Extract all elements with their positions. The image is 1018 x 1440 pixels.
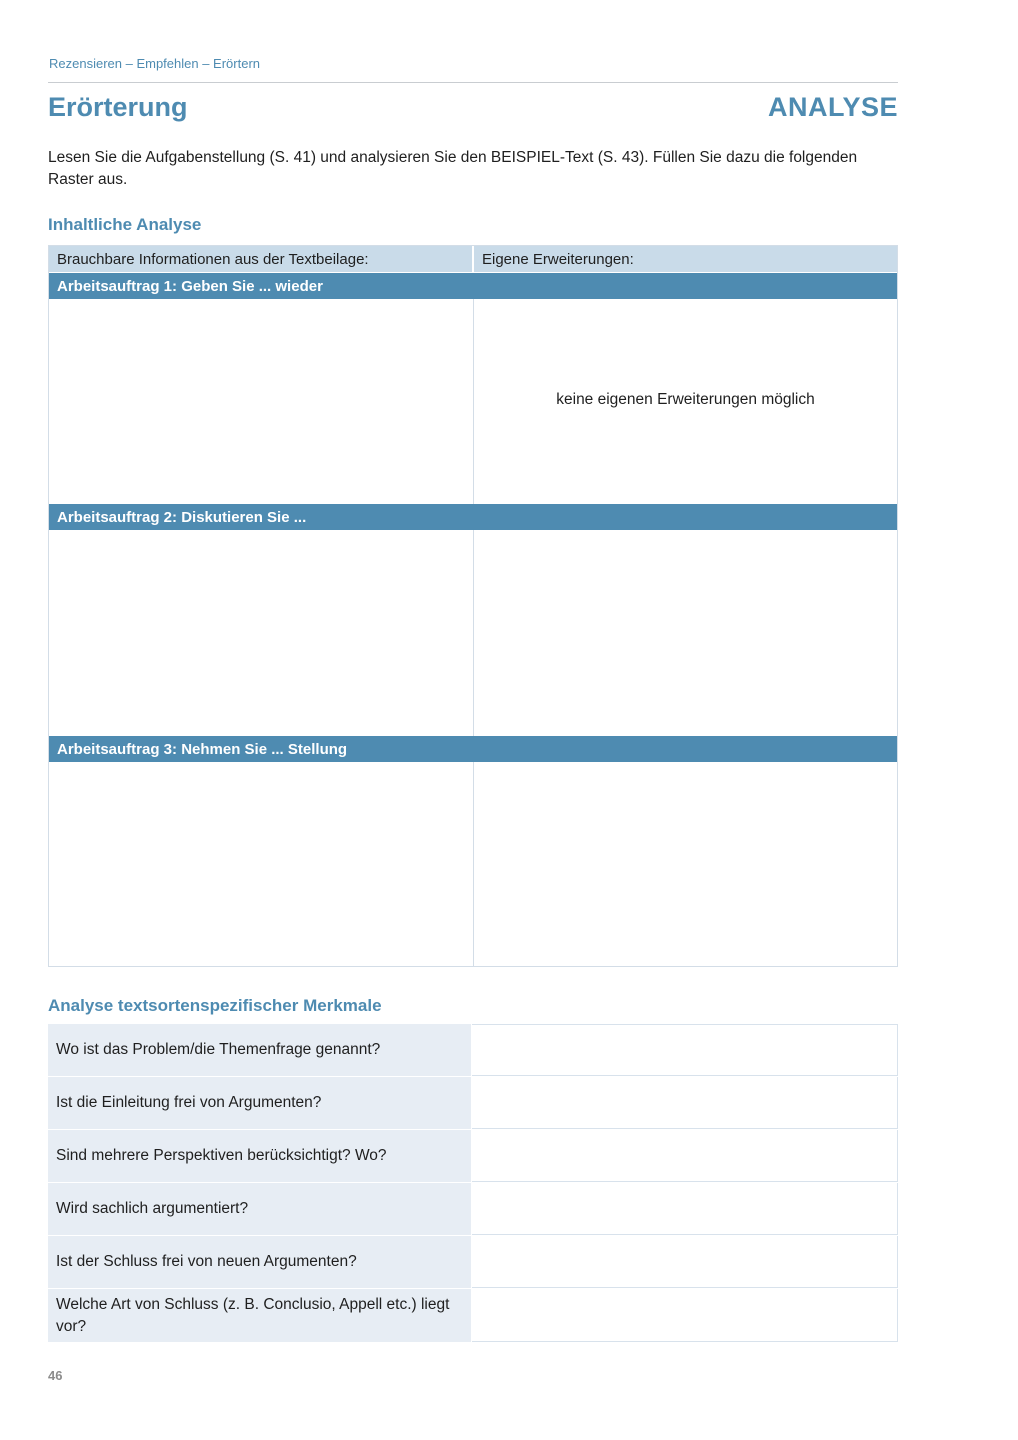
column-header-extensions: Eigene Erweiterungen:	[474, 246, 897, 272]
task-3-extension-cell[interactable]	[474, 762, 897, 966]
answer-cell[interactable]	[472, 1077, 898, 1129]
answer-cell[interactable]	[472, 1130, 898, 1182]
task-1-info-cell[interactable]	[49, 299, 473, 504]
question-cell: Sind mehrere Perspektiven berücksichtigt? Wo?	[48, 1130, 472, 1182]
question-cell: Ist die Einleitung frei von Argumenten?	[48, 1077, 472, 1129]
answer-cell[interactable]	[472, 1289, 898, 1342]
task-1-extension-note: keine eigenen Erweiterungen möglich	[556, 391, 815, 408]
table-row	[48, 1024, 898, 1077]
feature-analysis-table	[48, 1024, 898, 1342]
content-analysis-grid	[48, 245, 898, 967]
task-2-extension-cell[interactable]	[474, 530, 897, 736]
header-rule	[48, 82, 898, 83]
table-row	[48, 1183, 898, 1236]
section-tag: ANALYSE	[767, 92, 898, 122]
table-row	[48, 1289, 898, 1342]
question-cell: Wo ist das Problem/die Themenfrage genannt?	[48, 1024, 472, 1076]
task-2-info-cell[interactable]	[49, 530, 473, 736]
answer-cell[interactable]	[472, 1183, 898, 1235]
task-3-bar: Arbeitsauftrag 3: Nehmen Sie ... Stellung	[49, 736, 897, 762]
table-row	[48, 1130, 898, 1183]
content-analysis-heading: Inhaltliche Analyse	[48, 215, 202, 234]
column-header-text-info: Brauchbare Informationen aus der Textbeilage:	[49, 246, 474, 272]
question-cell: Wird sachlich argumentiert?	[48, 1183, 472, 1235]
answer-cell[interactable]	[472, 1236, 898, 1288]
page-number: 46	[48, 1368, 63, 1383]
task-2-bar: Arbeitsauftrag 2: Diskutieren Sie ...	[49, 504, 897, 530]
table-row	[48, 1236, 898, 1289]
page-title: Erörterung	[48, 92, 188, 122]
task-1-bar: Arbeitsauftrag 1: Geben Sie ... wieder	[49, 273, 897, 299]
instructions-text: Lesen Sie die Aufgabenstellung (S. 41) und analysieren Sie den BEISPIEL-Text (S. 43). Füllen Sie dazu die folgenden Raster aus.	[48, 149, 858, 188]
running-head: Rezensieren – Empfehlen – Erörtern	[49, 56, 261, 71]
task-3-info-cell[interactable]	[49, 762, 473, 966]
feature-analysis-heading: Analyse textsortenspezifischer Merkmale	[48, 996, 382, 1015]
table-row	[48, 1077, 898, 1130]
question-cell: Ist der Schluss frei von neuen Argumenten?	[48, 1236, 472, 1288]
answer-cell[interactable]	[472, 1024, 898, 1076]
question-cell: Welche Art von Schluss (z. B. Conclusio, Appell etc.) liegt vor?	[48, 1289, 472, 1342]
